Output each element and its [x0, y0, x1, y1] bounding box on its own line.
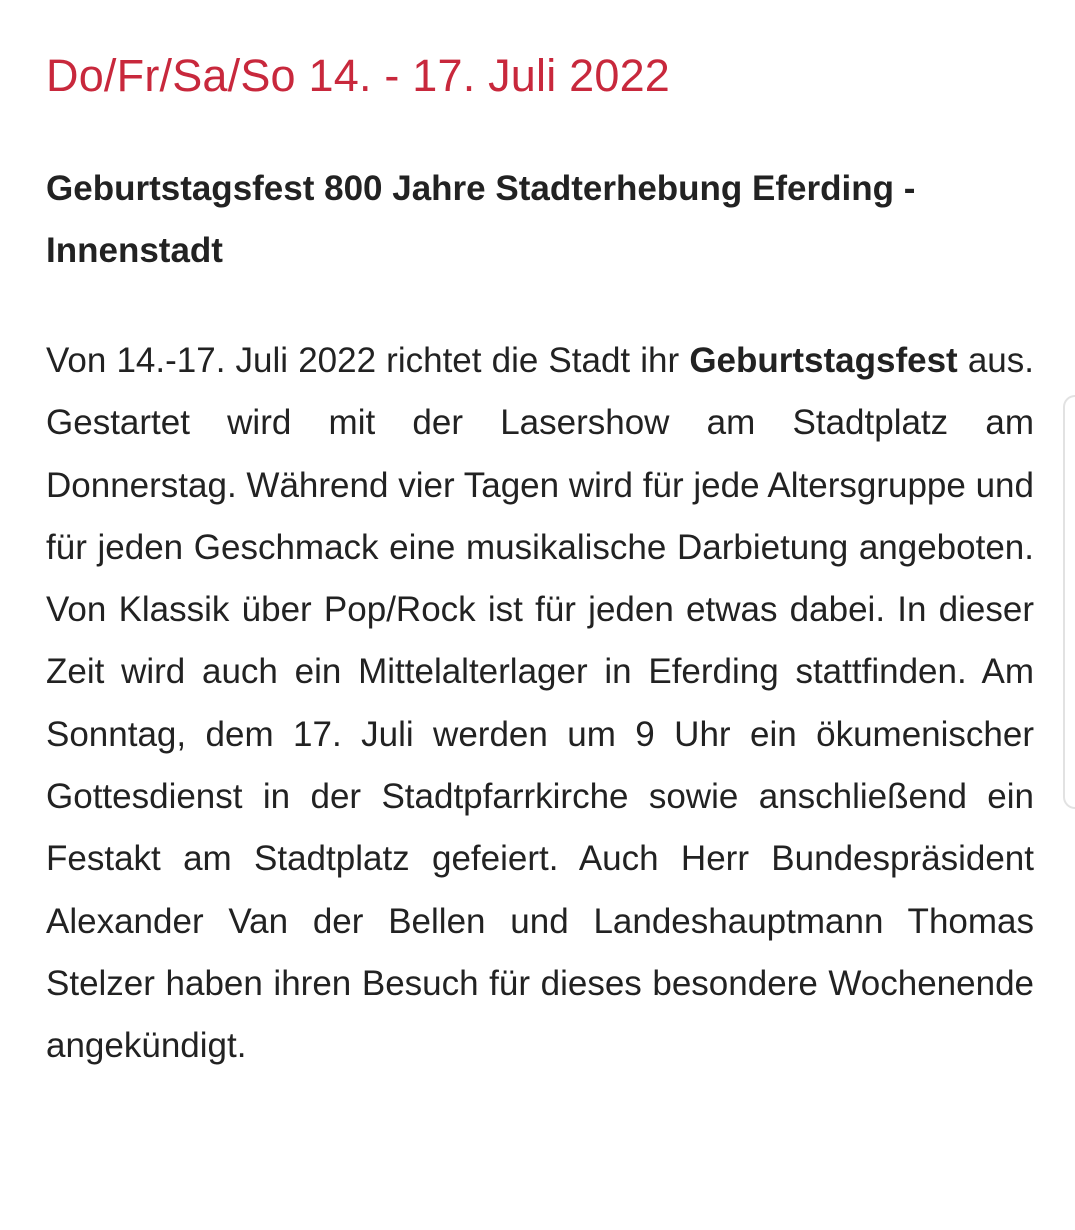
event-description-highlight: Geburtstagsfest	[689, 341, 958, 380]
side-panel-handle[interactable]	[1063, 395, 1075, 809]
event-article	[46, 0, 1034, 1066]
event-date: Do/Fr/Sa/So 14. - 17. Juli 2022	[46, 50, 671, 101]
event-description-rest: aus. Gestartet wird mit der Lasershow am Stadtplatz am Donnerstag. Während vier Tagen wird für jede Altersgruppe und für jeden Geschmack eine musikalische Darbietung angeboten. Von Klassik über Pop/Rock ist für jeden etwas dabei. In dieser Zeit wird auch ein Mittelalterlager in Eferding stattfinden. Am Sonntag, dem 17. Juli werden um 9 Uhr ein ökumenischer Gottesdienst in der Stadtpfarrkirche sowie anschließend ein Festakt am Stadtplatz gefeiert. Auch Herr Bundespräsident Alexander Van der Bellen und Landeshauptmann Thomas Stelzer haben ihren Besuch für dieses besondere Wochenende angekündigt.	[46, 341, 1034, 1066]
event-description-intro: Von 14.-17. Juli 2022 richtet die Stadt ihr	[46, 341, 690, 380]
event-description	[46, 330, 1034, 1078]
event-title: Geburtstagsfest 800 Jahre Stadterhebung Eferding - Innenstadt	[46, 169, 916, 270]
